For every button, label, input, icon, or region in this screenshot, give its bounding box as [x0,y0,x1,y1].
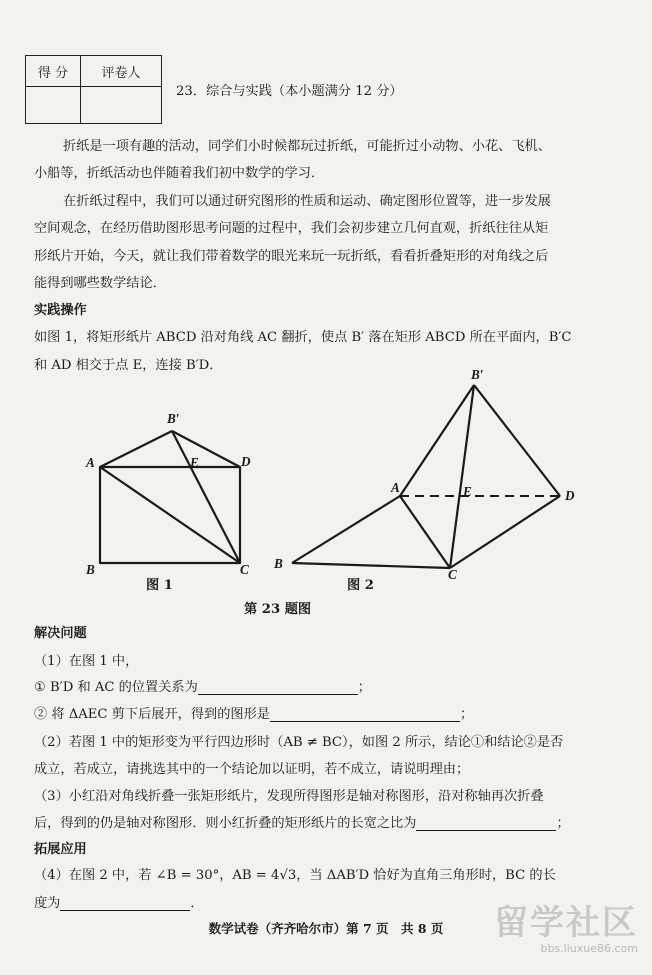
q3-line-2-text: 后，得到的仍是轴对称图形．则小红折叠的矩形纸片的长宽之比为 [34,816,417,831]
q1-item1-text: ① B′D 和 AC 的位置关系为 [34,680,198,695]
score-label: 得 分 [26,56,81,87]
intro-line-6: 能得到哪些数学结论． [34,276,166,291]
figure-caption: 第 23 题图 [244,602,312,617]
q4-line-2 [34,892,204,911]
watermark-url: bbs.liuxue86.com [540,942,638,955]
question-title: 23．综合与实践（本小题满分 12 分） [176,84,403,99]
fig1-label-d: D [241,454,251,469]
section-extend-heading: 拓展应用 [34,842,87,857]
q1-item1 [34,676,371,695]
q1-item2-answer-blank[interactable] [270,707,460,722]
geometry-figures [0,360,652,610]
q3-line-2 [34,812,570,831]
figure2-segment-ba [292,496,400,563]
fig1-label-b-prime: B′ [167,411,180,426]
figure2-caption: 图 2 [347,578,374,593]
figure1-caption: 图 1 [146,578,173,593]
figure1-segment-ab-prime [100,431,172,467]
figure2-segment-b-prime-c [450,385,474,568]
figure2-drawing [292,385,560,568]
figure2-segment-ac [400,496,450,568]
section-solve-heading: 解决问题 [34,626,87,641]
q4-line-2-text: 度为 [34,896,61,911]
practice-line-1: 如图 1，将矩形纸片 ABCD 沿对角线 AC 翻折，使点 B′ 落在矩形 ABCD 所在平面内，B′C [34,330,572,345]
fig2-label-e: E [463,484,472,499]
figure2-segment-ab-prime [400,385,474,496]
q1-item2-text: ② 将 ΔAEC 剪下后展开，得到的图形是 [34,707,270,722]
q2-line-2: 成立，若成立，请挑选其中的一个结论加以证明，若不成立，请说明理由； [34,762,470,777]
intro-line-1: 折纸是一项有趣的活动，同学们小时候都玩过折纸，可能折过小动物、小花、飞机、 [63,139,551,154]
figure1-diagonal-ac [100,467,240,563]
q4-end: ． [190,896,204,911]
q2-line-1: （2）若图 1 中的矩形变为平行四边形时（AB ≠ BC），如图 2 所示，结论①和结论②是否 [34,735,564,750]
practice-line-2: 和 AD 相交于点 E，连接 B′D． [34,358,223,373]
grader-label: 评卷人 [81,56,162,87]
fig2-label-b: B [274,556,283,571]
intro-line-2: 小船等，折纸活动也伴随着我们初中数学的学习． [34,166,325,181]
figure2-segment-b-prime-d [474,385,560,496]
section-practice-heading: 实践操作 [34,303,87,318]
q4-line-1: （4）在图 2 中，若 ∠B = 30°，AB = 4√3，当 ΔAB′D 恰好为直角三角形时，BC 的长 [34,868,556,883]
page-footer: 数学试卷（齐齐哈尔市）第 7 页 共 8 页 [208,921,444,936]
q1-item2-end: ； [459,707,474,722]
q3-line-1: （3）小红沿对角线折叠一张矩形纸片，发现所得图形是轴对称图形，沿对称轴再次折叠 [34,789,544,804]
q1-item1-end: ； [357,680,371,695]
q3-end: ； [556,816,570,831]
fig2-label-d: D [565,488,575,503]
fig1-label-b: B [86,562,95,577]
fig1-label-e: E [190,455,199,470]
q3-answer-blank[interactable] [416,816,556,831]
q4-answer-blank[interactable] [60,896,190,911]
fig2-label-b-prime: B′ [471,367,484,382]
figure2-segment-cd [450,496,560,568]
fig2-label-a: A [391,480,400,495]
fig2-label-c: C [448,567,457,582]
q1-item1-answer-blank[interactable] [198,680,358,695]
score-cell [26,87,81,124]
grader-cell [81,87,162,124]
watermark-logo: 留学社区 [494,903,638,943]
figure1-segment-b-prime-c [172,431,240,563]
q1-header: （1）在图 1 中， [34,654,139,669]
score-table [25,55,162,124]
figure1-drawing [100,431,240,563]
intro-line-3: 在折纸过程中，我们可以通过研究图形的性质和运动、确定图形位置等，进一步发展 [63,194,551,209]
q1-item2 [34,703,473,722]
intro-line-4: 空间观念，在经历借助图形思考问题的过程中，我们会初步建立几何直观，折纸往往从矩 [34,221,549,236]
intro-line-5: 形纸片开始，今天，就让我们带着数学的眼光来玩一玩折纸，看看折叠矩形的对角线之后 [34,249,549,264]
fig1-label-a: A [86,455,95,470]
figure2-segment-bc [292,563,450,568]
fig1-label-c: C [240,562,249,577]
watermark [494,895,638,955]
